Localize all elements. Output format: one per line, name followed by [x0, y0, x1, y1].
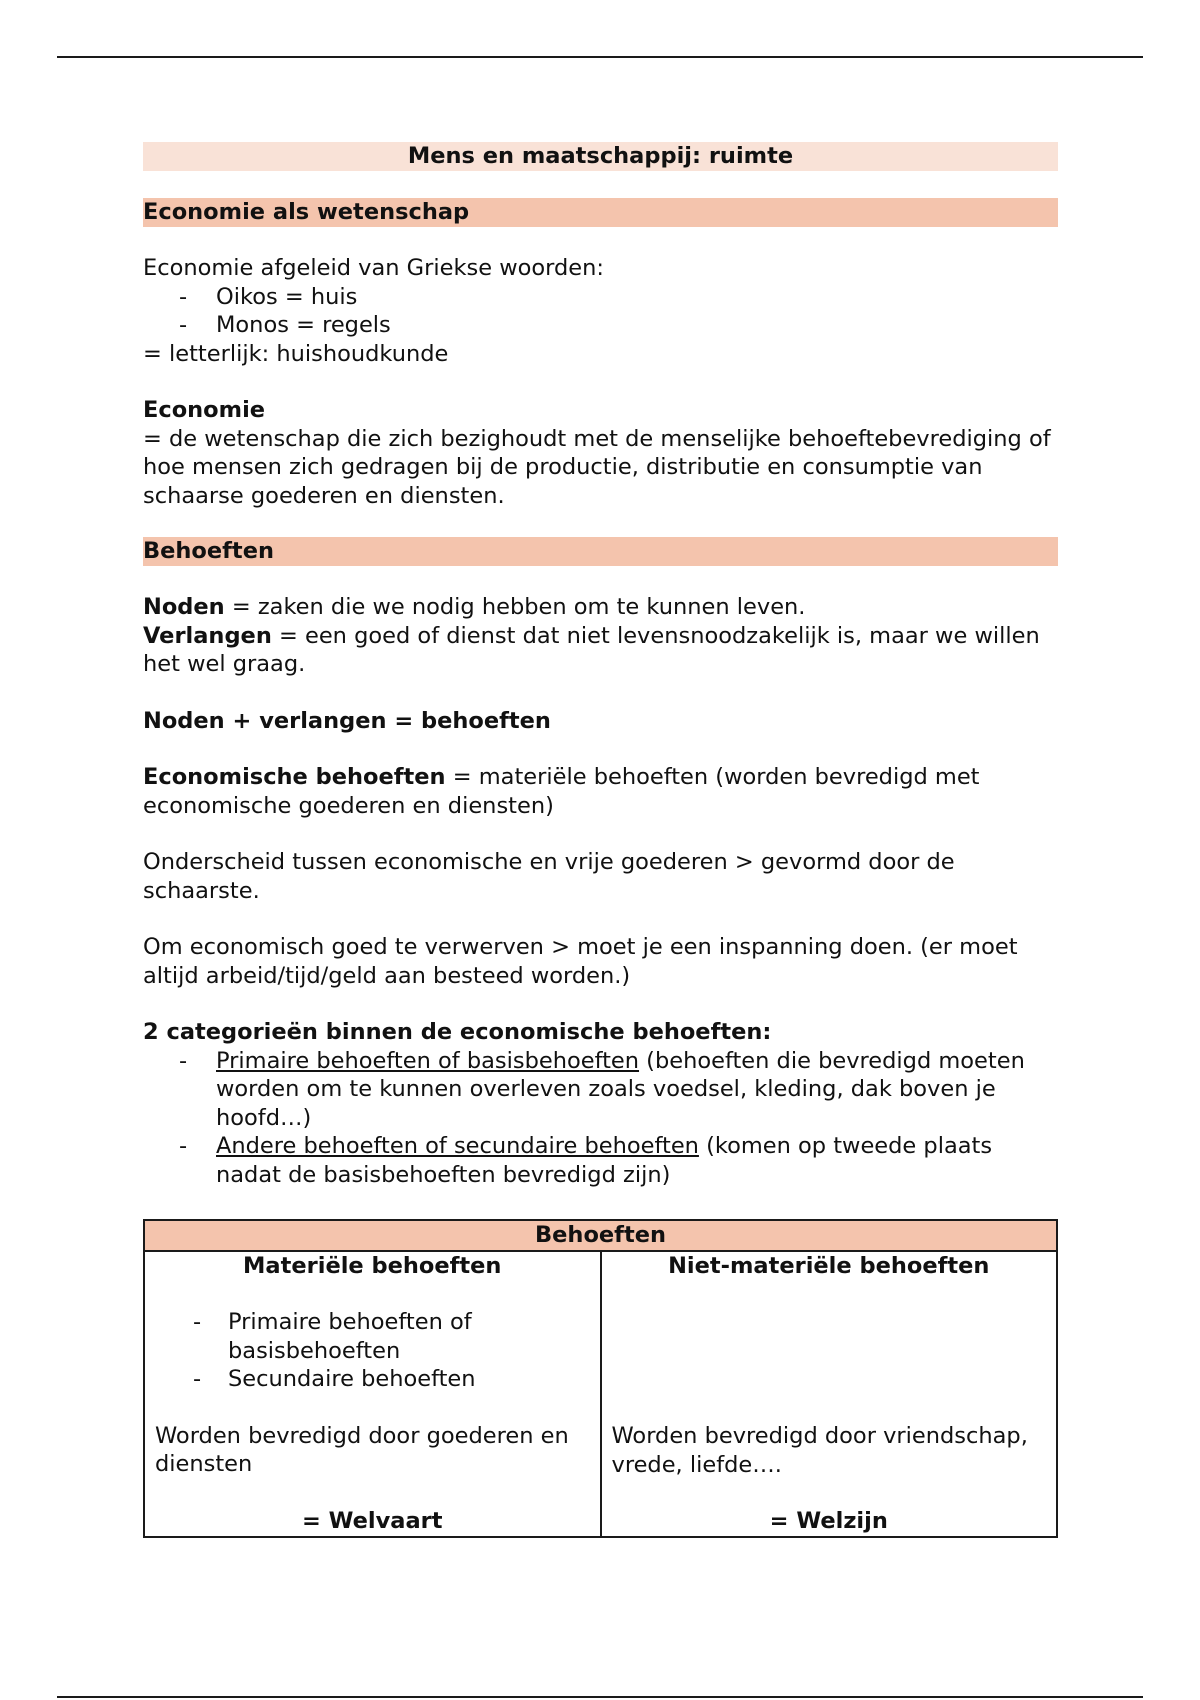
welzijn-result: = Welzijn — [769, 1508, 888, 1534]
behoeften-equation: Noden + verlangen = behoeften — [143, 707, 551, 734]
section-heading-economie: Economie als wetenschap — [143, 198, 1058, 227]
literal-meaning: = letterlijk: huishoudkunde — [143, 340, 449, 367]
welvaart-result: = Welvaart — [301, 1507, 443, 1534]
top-rule — [57, 56, 1143, 58]
list-item: - Primaire behoeften of basisbehoeften — [155, 1308, 590, 1365]
categories-heading: 2 categorieën binnen de economische behoeften: — [143, 1019, 772, 1045]
niet-materiele-title: Niet-materiële behoeften — [668, 1252, 990, 1279]
niet-materiele-text: Worden bevredigd door vriendschap, vrede, liefde…. — [611, 1423, 1028, 1478]
table-header: Behoeften — [144, 1220, 1057, 1251]
economie-intro: Economie afgeleid van Griekse woorden: — [143, 255, 604, 281]
list-item: - Monos = regels — [143, 311, 1058, 340]
economische-behoeften-definition — [143, 763, 1058, 820]
materiele-column — [144, 1251, 601, 1537]
behoeften-table — [143, 1219, 1058, 1538]
noden-term: Noden — [143, 594, 225, 620]
document-body — [143, 142, 1058, 1538]
verlangen-term: Verlangen — [143, 622, 272, 649]
economie-term: Economie — [143, 397, 266, 423]
section-heading-behoeften: Behoeften — [143, 537, 1058, 566]
materiele-title: Materiële behoeften — [243, 1252, 502, 1279]
verlangen-text: = een goed of dienst dat niet levensnoodzakelijk is, maar we willen het wel graag. — [143, 622, 1040, 677]
verlangen-definition — [143, 622, 1058, 679]
economische-behoeften-text: = materiële behoeften (worden bevredigd met economische goederen en diensten) — [143, 764, 980, 819]
niet-materiele-column — [601, 1251, 1058, 1537]
list-item — [143, 1132, 1058, 1189]
noden-definition — [143, 593, 1058, 622]
category-text: (komen op tweede plaats nadat de basisbehoeften bevredigd zijn) — [216, 1133, 993, 1188]
category-text: (behoeften die bevredigd moeten worden om te kunnen overleven zoals voedsel, kleding, dak boven je hoofd…) — [216, 1047, 1025, 1131]
materiele-list — [155, 1308, 590, 1394]
onderscheid-paragraph: Onderscheid tussen economische en vrije goederen > gevormd door de schaarste. — [143, 849, 955, 904]
list-item: - Secundaire behoeften — [155, 1365, 590, 1394]
document-title: Mens en maatschappij: ruimte — [143, 142, 1058, 171]
economische-behoeften-term: Economische behoeften — [143, 764, 446, 790]
category-term: Andere behoeften of secundaire behoeften — [216, 1133, 699, 1159]
category-term: Primaire behoeften of basisbehoeften — [216, 1047, 640, 1074]
bottom-rule — [57, 1696, 1143, 1698]
materiele-text: Worden bevredigd door goederen en diensten — [155, 1422, 569, 1477]
list-item: - Oikos = huis — [143, 283, 1058, 312]
list-item — [143, 1047, 1058, 1133]
inspanning-paragraph: Om economisch goed te verwerven > moet je een inspanning doen. (er moet altijd arbeid/tijd/geld aan besteed worden.) — [143, 934, 1018, 989]
greek-words-list — [143, 283, 1058, 340]
economie-definition: = de wetenschap die zich bezighoudt met de menselijke behoeftebevrediging of hoe mensen zich gedragen bij de productie, distributie en consumptie van schaarse goederen en diensten. — [143, 425, 1051, 509]
noden-text: = zaken die we nodig hebben om te kunnen leven. — [224, 594, 806, 620]
categories-list — [143, 1047, 1058, 1190]
